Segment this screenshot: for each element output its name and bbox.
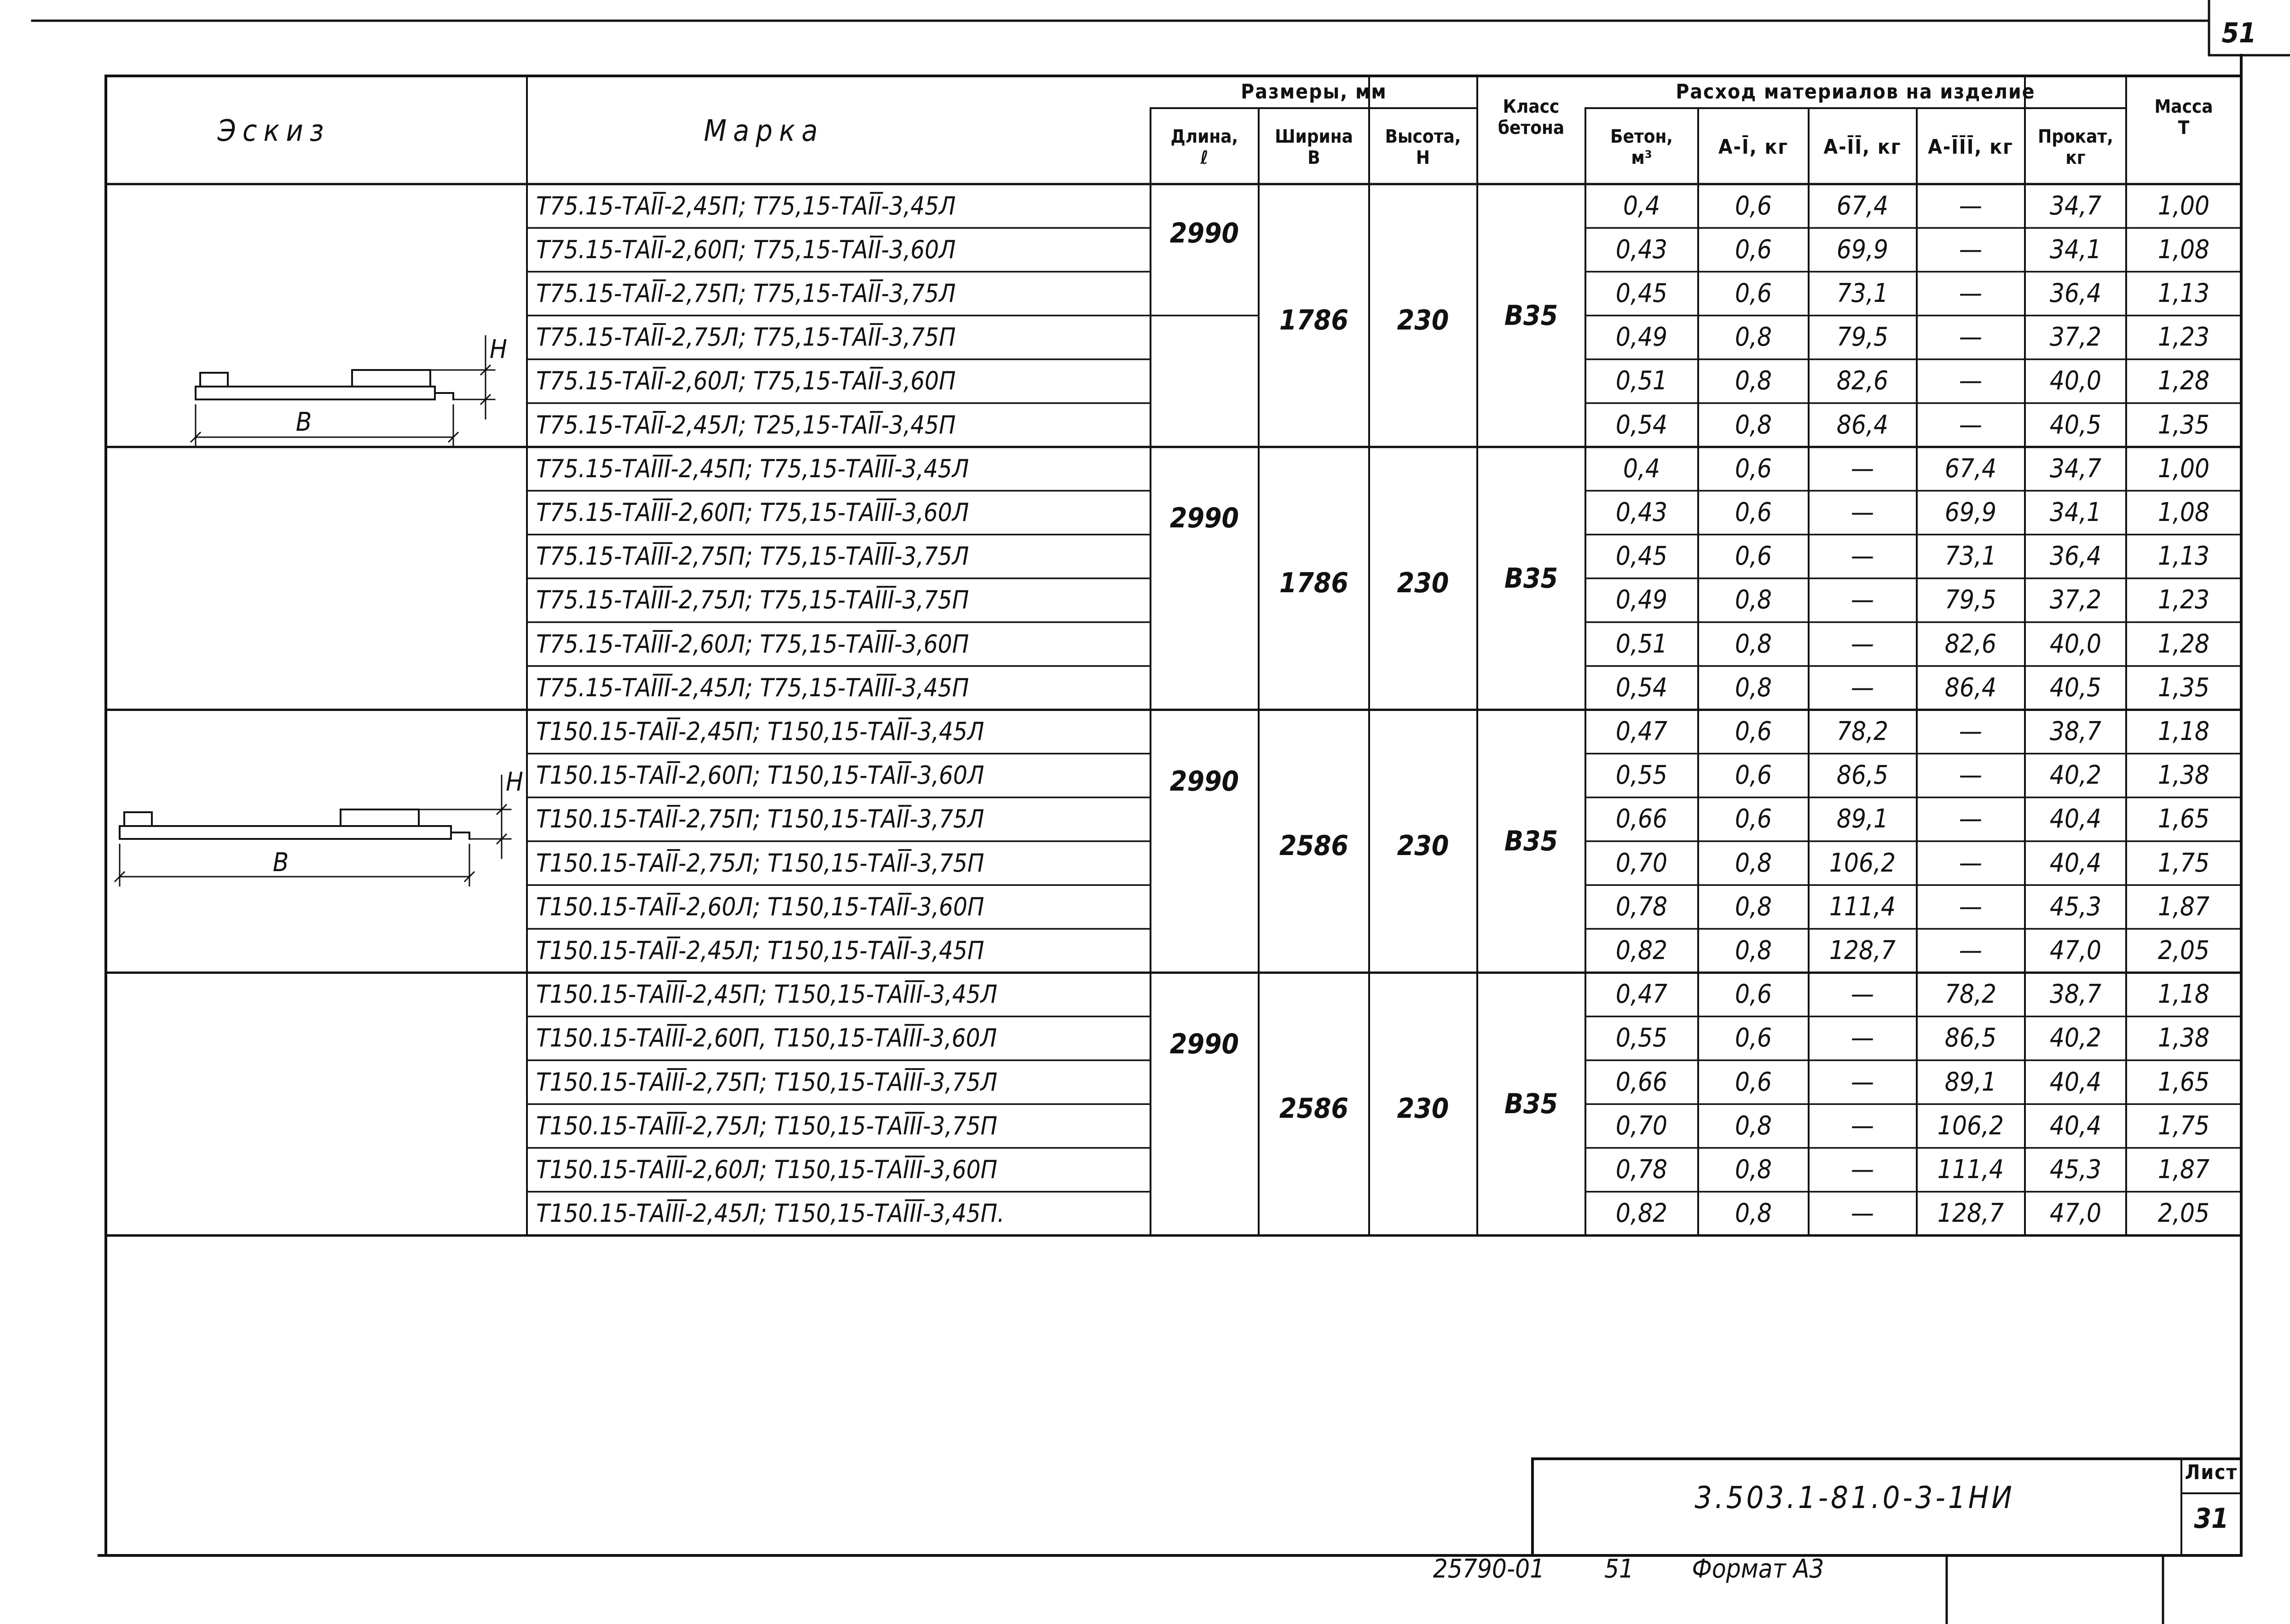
a2-cell: —	[1851, 541, 1874, 572]
a1-cell: 0,8	[1735, 891, 1772, 922]
a1-cell: 0,8	[1735, 1198, 1772, 1229]
mass-cell: 1,08	[2157, 234, 2210, 265]
mark-cell: Т150.15-ТАĪĪ-2,60Л; Т150,15-ТАĪĪ-3,60П	[536, 892, 984, 921]
mass-cell: 1,28	[2157, 366, 2210, 396]
a2-cell: —	[1851, 1023, 1874, 1053]
a1-cell: 0,6	[1735, 717, 1772, 746]
concrete-cell: 0,66	[1615, 804, 1668, 834]
a2-cell: —	[1851, 453, 1874, 484]
mass-cell: 1,18	[2157, 979, 2210, 1010]
slab-sketch	[115, 775, 511, 886]
concrete-header: Бетон, м³	[1610, 126, 1673, 168]
height-value: 230	[1397, 830, 1449, 862]
a1-cell: 0,6	[1735, 191, 1772, 221]
sheet-value: 31	[2194, 1503, 2229, 1535]
sizes-header: Размеры, мм	[1241, 80, 1387, 104]
sketch-width-label: В	[272, 848, 289, 878]
concrete-cell: 0,45	[1615, 541, 1668, 572]
sketch-header: Эскиз	[217, 114, 330, 148]
a1-cell: 0,8	[1735, 1155, 1772, 1185]
mass-cell: 1,38	[2157, 760, 2210, 791]
a3-cell: —	[1959, 322, 1983, 353]
a3-cell: —	[1959, 234, 1983, 265]
a3-cell: 67,4	[1944, 453, 1997, 484]
rolled-cell: 38,7	[2049, 717, 2102, 746]
height-value: 230	[1397, 566, 1449, 599]
mark-cell: Т150.15-ТАĪĪ-2,75П; Т150,15-ТАĪĪ-3,75Л	[536, 804, 984, 834]
rolled-cell: 47,0	[2049, 936, 2102, 965]
a3-cell: —	[1959, 848, 1983, 878]
a2-cell: 69,9	[1836, 234, 1889, 265]
a1-cell: 0,8	[1735, 848, 1772, 878]
mass-cell: 1,75	[2157, 1110, 2210, 1141]
concrete-cell: 0,51	[1615, 629, 1668, 659]
height-value: 230	[1397, 304, 1449, 336]
a2-cell: 89,1	[1836, 804, 1889, 834]
mark-cell: Т150.15-ТАĪĪ-2,60П; Т150,15-ТАĪĪ-3,60Л	[536, 761, 984, 790]
rolled-header: Прокат, кг	[2038, 126, 2113, 168]
class-value: В35	[1504, 299, 1558, 332]
a1-cell: 0,6	[1735, 234, 1772, 265]
a3-cell: 89,1	[1944, 1067, 1997, 1097]
width-value: 2586	[1279, 830, 1349, 862]
a2-cell: 78,2	[1836, 717, 1889, 746]
a2-cell: —	[1851, 979, 1874, 1010]
a1-cell: 0,8	[1735, 585, 1772, 615]
concrete-cell: 0,70	[1615, 1110, 1668, 1141]
mass-cell: 2,05	[2157, 1198, 2210, 1229]
concrete-cell: 0,54	[1615, 410, 1668, 440]
a1-cell: 0,6	[1735, 804, 1772, 834]
rolled-cell: 40,0	[2049, 366, 2102, 396]
concrete-cell: 0,49	[1615, 585, 1668, 615]
a2-cell: 128,7	[1829, 936, 1896, 965]
rolled-cell: 37,2	[2049, 585, 2102, 615]
a2-cell: —	[1851, 1155, 1874, 1185]
concrete-cell: 0,47	[1615, 717, 1668, 746]
a1-header: А-Ī, кг	[1718, 135, 1789, 159]
rolled-cell: 40,4	[2049, 1110, 2102, 1141]
a3-cell: 82,6	[1944, 629, 1997, 659]
a1-cell: 0,8	[1735, 1110, 1772, 1141]
a3-cell: 86,5	[1944, 1023, 1997, 1053]
mark-cell: Т75.15-ТАĪĪ-2,45П; Т75,15-ТАĪĪ-3,45Л	[536, 191, 956, 220]
rolled-cell: 34,7	[2049, 191, 2102, 221]
a3-cell: 86,4	[1944, 672, 1997, 703]
consumption-header: Расход материалов на изделие	[1676, 80, 2036, 104]
a3-cell: —	[1959, 366, 1983, 396]
mass-cell: 2,05	[2157, 936, 2210, 965]
width-value: 2586	[1279, 1092, 1349, 1125]
length-value: 2990	[1169, 217, 1239, 250]
rolled-cell: 45,3	[2049, 891, 2102, 922]
a3-cell: 128,7	[1937, 1198, 2004, 1229]
mark-header: Марка	[704, 114, 824, 148]
rolled-cell: 34,1	[2049, 497, 2102, 527]
a3-cell: —	[1959, 717, 1983, 746]
a1-cell: 0,8	[1735, 936, 1772, 965]
mark-cell: Т150.15-ТАĪĪ-2,45П; Т150,15-ТАĪĪ-3,45Л	[536, 717, 984, 746]
mark-cell: Т75.15-ТАĪĪ-2,75П; Т75,15-ТАĪĪ-3,75Л	[536, 279, 956, 308]
mark-cell: Т75.15-ТАĪĪĪ-2,45Л; Т75,15-ТАĪĪĪ-3,45П	[536, 673, 969, 702]
mass-cell: 1,00	[2157, 453, 2210, 484]
a1-cell: 0,8	[1735, 672, 1772, 703]
length-value: 2990	[1169, 1028, 1239, 1060]
concrete-cell: 0,78	[1615, 891, 1668, 922]
concrete-cell: 0,4	[1623, 453, 1660, 484]
concrete-cell: 0,78	[1615, 1155, 1668, 1185]
mark-cell: Т150.15-ТАĪĪĪ-2,45П; Т150,15-ТАĪĪĪ-3,45Л	[536, 980, 998, 1009]
a3-cell: —	[1959, 278, 1983, 308]
footer-page: 51	[1604, 1554, 1634, 1584]
mass-cell: 1,18	[2157, 717, 2210, 746]
a2-cell: 86,4	[1836, 410, 1889, 440]
a2-cell: —	[1851, 1067, 1874, 1097]
mark-cell: Т150.15-ТАĪĪĪ-2,45Л; Т150,15-ТАĪĪĪ-3,45П.	[536, 1199, 1005, 1228]
length-header: Длина, ℓ	[1170, 126, 1238, 168]
mass-cell: 1,23	[2157, 585, 2210, 615]
a3-cell: 106,2	[1937, 1110, 2004, 1141]
concrete-cell: 0,82	[1615, 936, 1668, 965]
concrete-cell: 0,49	[1615, 322, 1668, 353]
a2-cell: —	[1851, 1110, 1874, 1141]
mass-cell: 1,08	[2157, 497, 2210, 527]
rolled-cell: 37,2	[2049, 322, 2102, 353]
mark-cell: Т75.15-ТАĪĪĪ-2,60Л; Т75,15-ТАĪĪĪ-3,60П	[536, 629, 969, 659]
a2-cell: —	[1851, 585, 1874, 615]
width-header: Ширина В	[1275, 126, 1353, 168]
class-header: Класс бетона	[1498, 96, 1565, 139]
a2-cell: —	[1851, 629, 1874, 659]
a1-cell: 0,8	[1735, 366, 1772, 396]
rolled-cell: 38,7	[2049, 979, 2102, 1010]
a2-cell: —	[1851, 497, 1874, 527]
mark-cell: Т75.15-ТАĪĪĪ-2,75П; Т75,15-ТАĪĪĪ-3,75Л	[536, 542, 969, 571]
mark-cell: Т150.15-ТАĪĪĪ-2,75Л; Т150,15-ТАĪĪĪ-3,75П	[536, 1111, 998, 1140]
mass-cell: 1,38	[2157, 1023, 2210, 1053]
a2-cell: 111,4	[1829, 891, 1896, 922]
mark-cell: Т75.15-ТАĪĪ-2,75Л; Т75,15-ТАĪĪ-3,75П	[536, 323, 956, 352]
rolled-cell: 40,2	[2049, 760, 2102, 791]
mass-cell: 1,75	[2157, 848, 2210, 878]
concrete-cell: 0,82	[1615, 1198, 1668, 1229]
rolled-cell: 45,3	[2049, 1155, 2102, 1185]
mark-cell: Т75.15-ТАĪĪĪ-2,45П; Т75,15-ТАĪĪĪ-3,45Л	[536, 454, 969, 483]
width-value: 1786	[1279, 304, 1349, 336]
mass-cell: 1,23	[2157, 322, 2210, 353]
rolled-cell: 40,5	[2049, 410, 2102, 440]
sketch-width-label: В	[295, 407, 312, 437]
slab-sketch	[191, 336, 495, 446]
concrete-cell: 0,45	[1615, 278, 1668, 308]
mark-cell: Т150.15-ТАĪĪĪ-2,60П, Т150,15-ТАĪĪĪ-3,60Л	[536, 1023, 997, 1053]
rolled-cell: 40,4	[2049, 1067, 2102, 1097]
rolled-cell: 34,7	[2049, 453, 2102, 484]
mass-cell: 1,65	[2157, 1067, 2210, 1097]
mass-cell: 1,35	[2157, 672, 2210, 703]
mark-cell: Т75.15-ТАĪĪĪ-2,60П; Т75,15-ТАĪĪĪ-3,60Л	[536, 498, 969, 527]
inventory-number: 25790-01	[1433, 1554, 1545, 1584]
length-value: 2990	[1169, 765, 1239, 798]
a3-cell: 79,5	[1944, 585, 1997, 615]
concrete-cell: 0,43	[1615, 234, 1668, 265]
rolled-cell: 40,0	[2049, 629, 2102, 659]
concrete-cell: 0,70	[1615, 848, 1668, 878]
a1-cell: 0,8	[1735, 322, 1772, 353]
sketch-height-label: Н	[490, 335, 507, 364]
concrete-cell: 0,55	[1615, 1023, 1668, 1053]
sketch-height-label: Н	[506, 767, 523, 797]
mark-cell: Т75.15-ТАĪĪ-2,45Л; Т25,15-ТАĪĪ-3,45П	[536, 410, 956, 439]
mark-cell: Т150.15-ТАĪĪĪ-2,60Л; Т150,15-ТАĪĪĪ-3,60П	[536, 1155, 998, 1184]
mark-cell: Т75.15-ТАĪĪ-2,60П; Т75,15-ТАĪĪ-3,60Л	[536, 235, 956, 264]
rolled-cell: 40,4	[2049, 848, 2102, 878]
height-header: Высота, Н	[1385, 126, 1461, 168]
a3-cell: —	[1959, 410, 1983, 440]
a1-cell: 0,6	[1735, 278, 1772, 308]
mark-cell: Т150.15-ТАĪĪ-2,45Л; Т150,15-ТАĪĪ-3,45П	[536, 936, 984, 965]
a2-cell: —	[1851, 1198, 1874, 1229]
a3-cell: —	[1959, 891, 1983, 922]
a2-cell: 73,1	[1836, 278, 1889, 308]
class-value: В35	[1504, 1088, 1558, 1121]
a1-cell: 0,6	[1735, 760, 1772, 791]
class-value: В35	[1504, 825, 1558, 857]
rolled-cell: 47,0	[2049, 1198, 2102, 1229]
a1-cell: 0,6	[1735, 1023, 1772, 1053]
a3-cell: —	[1959, 936, 1983, 965]
format-label: Формат А3	[1692, 1554, 1824, 1584]
mass-cell: 1,13	[2157, 541, 2210, 572]
a2-cell: 86,5	[1836, 760, 1889, 791]
sheet-number: 51	[2221, 17, 2256, 49]
mass-cell: 1,87	[2157, 891, 2210, 922]
mass-cell: 1,65	[2157, 804, 2210, 834]
sheet-label: Лист	[2185, 1461, 2238, 1484]
a1-cell: 0,8	[1735, 629, 1772, 659]
a2-cell: 106,2	[1829, 848, 1896, 878]
a1-cell: 0,6	[1735, 979, 1772, 1010]
designation-text: 3.503.1-81.0-3-1НИ	[1694, 1480, 2015, 1515]
a2-cell: 79,5	[1836, 322, 1889, 353]
concrete-cell: 0,54	[1615, 672, 1668, 703]
a1-cell: 0,6	[1735, 1067, 1772, 1097]
a2-header: А-ĪĪ, кг	[1823, 135, 1902, 159]
a1-cell: 0,6	[1735, 541, 1772, 572]
mark-cell: Т150.15-ТАĪĪ-2,75Л; Т150,15-ТАĪĪ-3,75П	[536, 848, 984, 878]
mark-cell: Т75.15-ТАĪĪ-2,60Л; Т75,15-ТАĪĪ-3,60П	[536, 366, 956, 396]
a3-cell: 73,1	[1944, 541, 1997, 572]
mass-cell: 1,00	[2157, 191, 2210, 221]
rolled-cell: 36,4	[2049, 541, 2102, 572]
mass-cell: 1,28	[2157, 629, 2210, 659]
mass-cell: 1,87	[2157, 1155, 2210, 1185]
mass-header: Масса Т	[2154, 96, 2213, 139]
a1-cell: 0,6	[1735, 453, 1772, 484]
length-value: 2990	[1169, 502, 1239, 535]
a2-cell: 67,4	[1836, 191, 1889, 221]
height-value: 230	[1397, 1092, 1449, 1125]
a1-cell: 0,6	[1735, 497, 1772, 527]
rolled-cell: 40,5	[2049, 672, 2102, 703]
a3-cell: 111,4	[1937, 1155, 2004, 1185]
mark-cell: Т75.15-ТАĪĪĪ-2,75Л; Т75,15-ТАĪĪĪ-3,75П	[536, 585, 969, 615]
concrete-cell: 0,55	[1615, 760, 1668, 791]
a3-cell: 78,2	[1944, 979, 1997, 1010]
a2-cell: —	[1851, 672, 1874, 703]
rolled-cell: 40,4	[2049, 804, 2102, 834]
a3-cell: —	[1959, 191, 1983, 221]
a3-cell: —	[1959, 804, 1983, 834]
class-value: В35	[1504, 562, 1558, 595]
concrete-cell: 0,51	[1615, 366, 1668, 396]
concrete-cell: 0,43	[1615, 497, 1668, 527]
a2-cell: 82,6	[1836, 366, 1889, 396]
concrete-cell: 0,66	[1615, 1067, 1668, 1097]
rolled-cell: 40,2	[2049, 1023, 2102, 1053]
width-value: 1786	[1279, 566, 1349, 599]
a3-cell: 69,9	[1944, 497, 1997, 527]
mark-cell: Т150.15-ТАĪĪĪ-2,75П; Т150,15-ТАĪĪĪ-3,75Л	[536, 1067, 998, 1097]
a1-cell: 0,8	[1735, 410, 1772, 440]
mass-cell: 1,35	[2157, 410, 2210, 440]
rolled-cell: 34,1	[2049, 234, 2102, 265]
rolled-cell: 36,4	[2049, 278, 2102, 308]
mass-cell: 1,13	[2157, 278, 2210, 308]
concrete-cell: 0,4	[1623, 191, 1660, 221]
concrete-cell: 0,47	[1615, 979, 1668, 1010]
a3-header: А-ĪĪĪ, кг	[1928, 135, 2013, 159]
a3-cell: —	[1959, 760, 1983, 791]
